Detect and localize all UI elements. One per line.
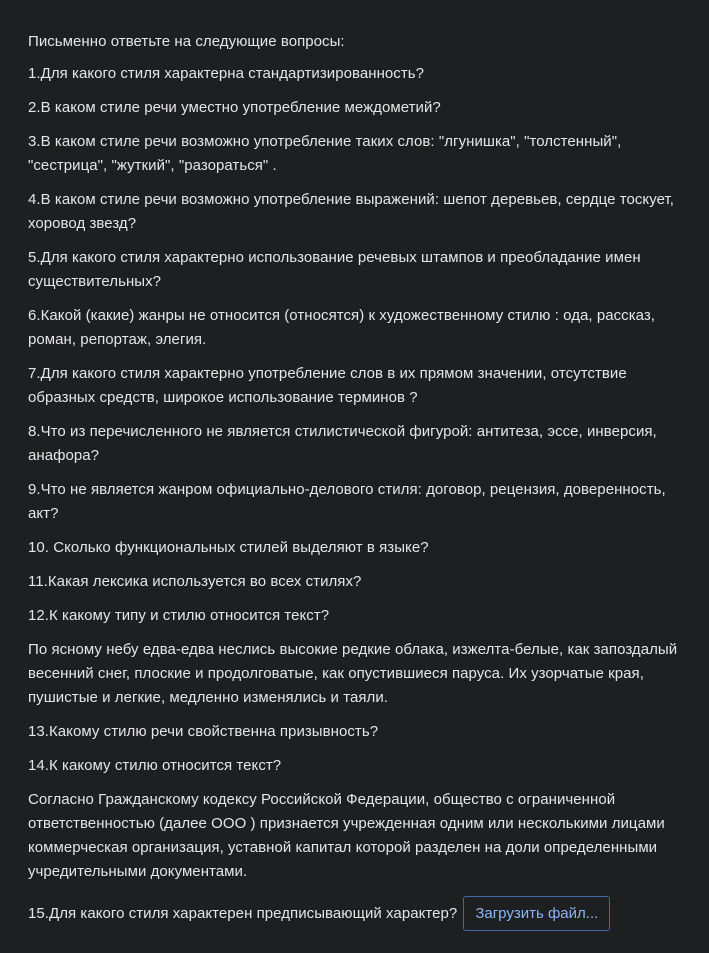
question-9: 9.Что не является жанром официально-делового стиля: договор, рецензия, доверенность, акт? [28,481,666,522]
passage-text-12: По ясному небу едва-едва неслись высокие редкие облака, изжелта-белые, как запоздалый весенний снег, плоские и продолговатые, как опустившиеся паруса. Их узорчатые края, пушистые и легкие, медленно изменялись и таяли. [28,641,678,706]
question-8: 8.Что из перечисленного не является стилистической фигурой: антитеза, эссе, инверсия, анафора? [28,423,657,464]
question-3: 3.В каком стиле речи возможно употребление таких слов: "лгунишка", "толстенный", "сестрица", "жуткий", "разораться" . [28,133,622,174]
question-14: 14.К какому стилю относится текст? [28,757,282,774]
upload-file-button[interactable]: Загрузить файл... [463,896,610,931]
question-1: 1.Для какого стиля характерна стандартизированность? [28,65,425,82]
question-4: 4.В каком стиле речи возможно употребление выражений: шепот деревьев, сердце тоскует, хоровод звезд? [28,191,674,232]
question-2: 2.В каком стиле речи уместно употребление междометий? [28,99,441,116]
question-7: 7.Для какого стиля характерно употребление слов в их прямом значении, отсутствие образных средств, широкое использование терминов ? [28,365,627,406]
question-15-row [28,896,695,931]
question-12: 12.К какому типу и стилю относится текст? [28,607,330,624]
page-heading: Письменно ответьте на следующие вопросы: [28,33,345,50]
question-5: 5.Для какого стиля характерно использование речевых штампов и преобладание имен существительных? [28,249,641,290]
passage-text-14: Согласно Гражданскому кодексу Российской Федерации, общество с ограниченной ответственностью (далее ООО ) признается учрежденная одним или несколькими лицами коммерческая организация, уставной капитал которой разделен на доли определенными учредительными документами. [28,791,665,880]
question-13: 13.Какому стилю речи свойственна призывность? [28,723,379,740]
question-10: 10. Сколько функциональных стилей выделяют в языке? [28,539,429,556]
question-6: 6.Какой (какие) жанры не относится (относятся) к художественному стилю : ода, рассказ, роман, репортаж, элегия. [28,307,656,348]
question-11: 11.Какая лексика используется во всех стилях? [28,573,362,590]
question-15: 15.Для какого стиля характерен предписывающий характер? [28,904,458,922]
